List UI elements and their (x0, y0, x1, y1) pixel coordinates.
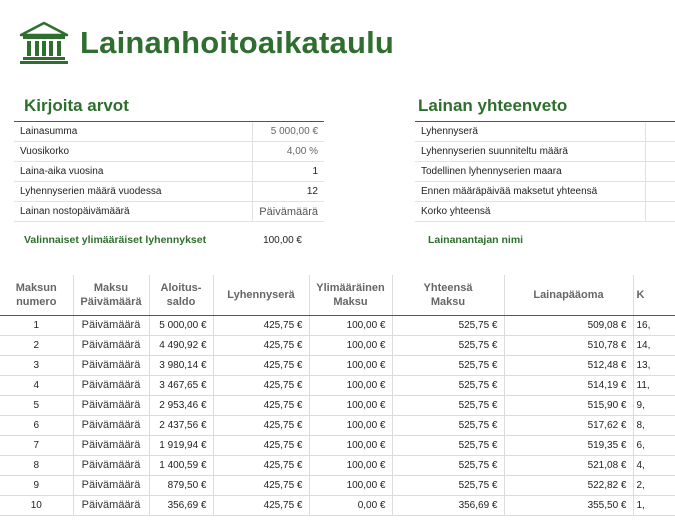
table-row (0, 355, 675, 375)
beginning-balance-cell: 5 000,00 € (149, 315, 213, 335)
extra-payments-label: Valinnaiset ylimääräiset lyhennykset (24, 234, 207, 246)
payment-number-cell: 1 (0, 315, 73, 335)
principal-cell: 517,62 € (504, 415, 633, 435)
principal-cell: 521,08 € (504, 455, 633, 475)
header-line: Lainapääoma (533, 288, 604, 301)
interest-cell: 14, (633, 335, 675, 355)
summary-row (415, 182, 675, 202)
header-payment-number (0, 275, 73, 315)
input-row-annual-rate (14, 142, 324, 162)
total-payment-cell: 525,75 € (392, 475, 504, 495)
extra-payment-cell[interactable]: 100,00 € (309, 435, 392, 455)
installment-cell: 425,75 € (213, 415, 309, 435)
payment-number-cell: 5 (0, 395, 73, 415)
summary-row (415, 202, 675, 222)
beginning-balance-cell: 2 437,56 € (149, 415, 213, 435)
installment-cell: 425,75 € (213, 435, 309, 455)
loan-amount-input[interactable]: 5 000,00 € (253, 122, 324, 142)
header-total-payment (392, 275, 504, 315)
table-row (0, 375, 675, 395)
header-installment (213, 275, 309, 315)
start-date-input[interactable]: Päivämäärä (253, 202, 324, 222)
interest-cell: 11, (633, 375, 675, 395)
payment-date-cell[interactable]: Päivämäärä (73, 395, 149, 415)
input-label: Laina-aika vuosina (14, 162, 253, 182)
beginning-balance-cell: 3 980,14 € (149, 355, 213, 375)
principal-cell: 514,19 € (504, 375, 633, 395)
beginning-balance-cell: 356,69 € (149, 495, 213, 515)
header-interest (633, 275, 675, 315)
principal-cell: 519,35 € (504, 435, 633, 455)
total-payment-cell: 525,75 € (392, 435, 504, 455)
summary-label: Lyhennyserä (415, 122, 645, 142)
payment-number-cell: 6 (0, 415, 73, 435)
total-payment-cell: 525,75 € (392, 315, 504, 335)
interest-cell: 2, (633, 475, 675, 495)
total-payment-cell: 356,69 € (392, 495, 504, 515)
payment-number-cell: 7 (0, 435, 73, 455)
beginning-balance-cell: 879,50 € (149, 475, 213, 495)
payment-number-cell: 4 (0, 375, 73, 395)
input-label: Lainan nostopäivämäärä (14, 202, 253, 222)
principal-cell: 355,50 € (504, 495, 633, 515)
summary-value (645, 202, 675, 222)
extra-payments-input[interactable]: 100,00 € (263, 235, 302, 246)
beginning-balance-cell: 1 919,94 € (149, 435, 213, 455)
interest-cell: 16, (633, 315, 675, 335)
installment-cell: 425,75 € (213, 455, 309, 475)
summary-label: Lyhennyserien suunniteltu määrä (415, 142, 645, 162)
interest-cell: 1, (633, 495, 675, 515)
table-row (0, 495, 675, 515)
table-row (0, 455, 675, 475)
total-payment-cell: 525,75 € (392, 375, 504, 395)
table-row (0, 415, 675, 435)
summary-table (415, 121, 675, 222)
bank-icon (18, 20, 70, 66)
payment-date-cell[interactable]: Päivämäärä (73, 355, 149, 375)
input-label: Lainasumma (14, 122, 253, 142)
annual-rate-input[interactable]: 4,00 % (253, 142, 324, 162)
input-label: Lyhennyserien määrä vuodessa (14, 182, 253, 202)
payment-date-cell[interactable]: Päivämäärä (73, 335, 149, 355)
principal-cell: 515,90 € (504, 395, 633, 415)
extra-payment-cell[interactable]: 100,00 € (309, 335, 392, 355)
total-payment-cell: 525,75 € (392, 415, 504, 435)
installment-cell: 425,75 € (213, 335, 309, 355)
inputs-section-title: Kirjoita arvot (24, 96, 129, 115)
interest-cell: 8, (633, 415, 675, 435)
installment-cell: 425,75 € (213, 315, 309, 335)
payment-date-cell[interactable]: Päivämäärä (73, 415, 149, 435)
header-extra-payment (309, 275, 392, 315)
installment-cell: 425,75 € (213, 395, 309, 415)
summary-value (645, 122, 675, 142)
summary-value (645, 182, 675, 202)
payment-date-cell[interactable]: Päivämäärä (73, 375, 149, 395)
total-payment-cell: 525,75 € (392, 355, 504, 375)
input-row-loan-years (14, 162, 324, 182)
payment-date-cell[interactable]: Päivämäärä (73, 495, 149, 515)
table-row (0, 315, 675, 335)
interest-cell: 9, (633, 395, 675, 415)
header-line: saldo (166, 295, 196, 308)
payment-date-cell[interactable]: Päivämäärä (73, 435, 149, 455)
header-line: Päivämäärä (80, 295, 142, 308)
loan-years-input[interactable]: 1 (253, 162, 324, 182)
summary-section-title: Lainan yhteenveto (418, 96, 568, 115)
header-payment-date (73, 275, 149, 315)
table-row (0, 435, 675, 455)
page-title: Lainanhoitoaikataulu (80, 25, 395, 60)
principal-cell: 522,82 € (504, 475, 633, 495)
lender-name-label[interactable]: Lainanantajan nimi (428, 234, 524, 246)
header-principal (504, 275, 633, 315)
extra-payment-cell[interactable]: 100,00 € (309, 455, 392, 475)
installment-cell: 425,75 € (213, 355, 309, 375)
table-row (0, 395, 675, 415)
header-line: Maksun (15, 281, 57, 294)
interest-cell: 4, (633, 455, 675, 475)
table-row (0, 335, 675, 355)
payment-schedule-table (0, 275, 675, 516)
schedule-body (0, 315, 675, 515)
summary-value (645, 162, 675, 182)
payments-per-year-input[interactable]: 12 (253, 182, 324, 202)
interest-cell: 13, (633, 355, 675, 375)
input-row-payments-per-year (14, 182, 324, 202)
schedule-header-row (0, 275, 675, 315)
summary-label: Todellinen lyhennyserien maara (415, 162, 645, 182)
principal-cell: 512,48 € (504, 355, 633, 375)
extra-payment-cell[interactable]: 100,00 € (309, 475, 392, 495)
total-payment-cell: 525,75 € (392, 455, 504, 475)
summary-row (415, 122, 675, 142)
interest-cell: 6, (633, 435, 675, 455)
payment-number-cell: 10 (0, 495, 73, 515)
total-payment-cell: 525,75 € (392, 335, 504, 355)
beginning-balance-cell: 2 953,46 € (149, 395, 213, 415)
payment-number-cell: 3 (0, 355, 73, 375)
header-line: Maksu (333, 295, 368, 308)
payment-number-cell: 9 (0, 475, 73, 495)
inputs-table (14, 121, 324, 222)
header-line: Maksu (430, 295, 466, 308)
summary-value (645, 142, 675, 162)
header-line: Maksu (93, 281, 129, 294)
summary-row (415, 142, 675, 162)
extra-payment-cell[interactable]: 100,00 € (309, 415, 392, 435)
table-row (0, 475, 675, 495)
beginning-balance-cell: 1 400,59 € (149, 455, 213, 475)
beginning-balance-cell: 4 490,92 € (149, 335, 213, 355)
extra-payment-cell[interactable]: 0,00 € (309, 495, 392, 515)
header-beginning-balance (149, 275, 213, 315)
header-line: Lyhennyserä (227, 288, 295, 301)
principal-cell: 510,78 € (504, 335, 633, 355)
extra-payment-cell[interactable]: 100,00 € (309, 395, 392, 415)
payment-date-cell[interactable]: Päivämäärä (73, 475, 149, 495)
principal-cell: 509,08 € (504, 315, 633, 335)
header-line: Yhteensä (423, 281, 473, 294)
payment-number-cell: 8 (0, 455, 73, 475)
total-payment-cell: 525,75 € (392, 395, 504, 415)
input-row-start-date (14, 202, 324, 222)
payment-date-cell[interactable]: Päivämäärä (73, 455, 149, 475)
beginning-balance-cell: 3 467,65 € (149, 375, 213, 395)
summary-label: Ennen määräpäivää maksetut yhteensä (415, 182, 645, 202)
installment-cell: 425,75 € (213, 375, 309, 395)
header-line: numero (16, 295, 57, 308)
extra-payment-cell[interactable]: 100,00 € (309, 355, 392, 375)
extra-payment-cell[interactable]: 100,00 € (309, 315, 392, 335)
input-row-loan-amount (14, 122, 324, 142)
header-line: K (636, 288, 645, 301)
installment-cell: 425,75 € (213, 495, 309, 515)
header-line: Aloitus- (160, 281, 202, 294)
payment-date-cell[interactable]: Päivämäärä (73, 315, 149, 335)
payment-number-cell: 2 (0, 335, 73, 355)
summary-label: Korko yhteensä (415, 202, 645, 222)
summary-row (415, 162, 675, 182)
header-line: Ylimääräinen (316, 281, 385, 294)
extra-payment-cell[interactable]: 100,00 € (309, 375, 392, 395)
title-row (18, 18, 394, 68)
input-label: Vuosikorko (14, 142, 253, 162)
installment-cell: 425,75 € (213, 475, 309, 495)
